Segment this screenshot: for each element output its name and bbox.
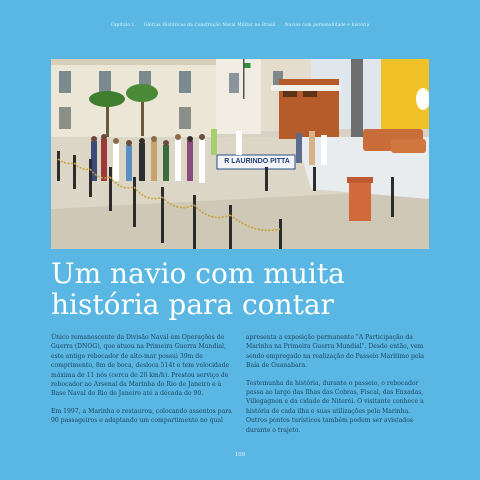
article-title-line-2: história para contar (51, 288, 334, 321)
article-title-line-1: Um navio com muita (51, 257, 345, 290)
article-column-left (51, 333, 235, 434)
paragraph: Testemunha da história, durante o passeio, o rebocador passa ao largo das Ilhas das Cobras, Fiscal, das Enxadas, Villegagnon e da cidade de Niterói. O visitante conhece a história de cada ilha e suas utilizações pela Marinha. Outros pontos turísticos também podem ser avistados durante o trajeto. (246, 379, 424, 434)
tugboat-pier-photo (51, 59, 429, 249)
paragraph: apresenta a exposição permanente "A Participação da Marinha na Primeira Guerra Mundial". Desde então, vem sendo empregado na realização do Passeio Marítimo pela Baía de Guanabara. (246, 334, 425, 370)
photo-illustration (51, 59, 429, 249)
running-head-section: Glórias Históricas da Construção Naval Militar no Brasil (144, 22, 276, 27)
page-number: 109 (234, 452, 246, 458)
article-column-right (246, 333, 430, 443)
running-head-chapter: Capítulo 1 (110, 22, 135, 27)
paragraph: Único remanescente da Divisão Naval em Operações de Guerra (DNOG), que atuou na Primeira Guerra Mundial, este antigo rebocador de alto-mar possui 39m de comprimento, 8m de boca, desloca 514t e tem velocidade máxima de 11 nós (cerca de 20 km/h). Prestou serviço de rebocador ao Arsenal da Marinha do Rio de Janeiro e à Base Naval do Rio de Janeiro até a década de 90. (51, 334, 230, 398)
running-head-subsection: Navios com personalidade e história (284, 22, 370, 27)
article-title (51, 258, 431, 320)
paragraph: Em 1997, a Marinha o restaurou, colocando assentos para 90 passageiros e adaptando um compartimento no qual (51, 407, 232, 425)
photo-banner-text: R LAURINDO PITTA (224, 158, 290, 165)
running-head (0, 22, 480, 27)
